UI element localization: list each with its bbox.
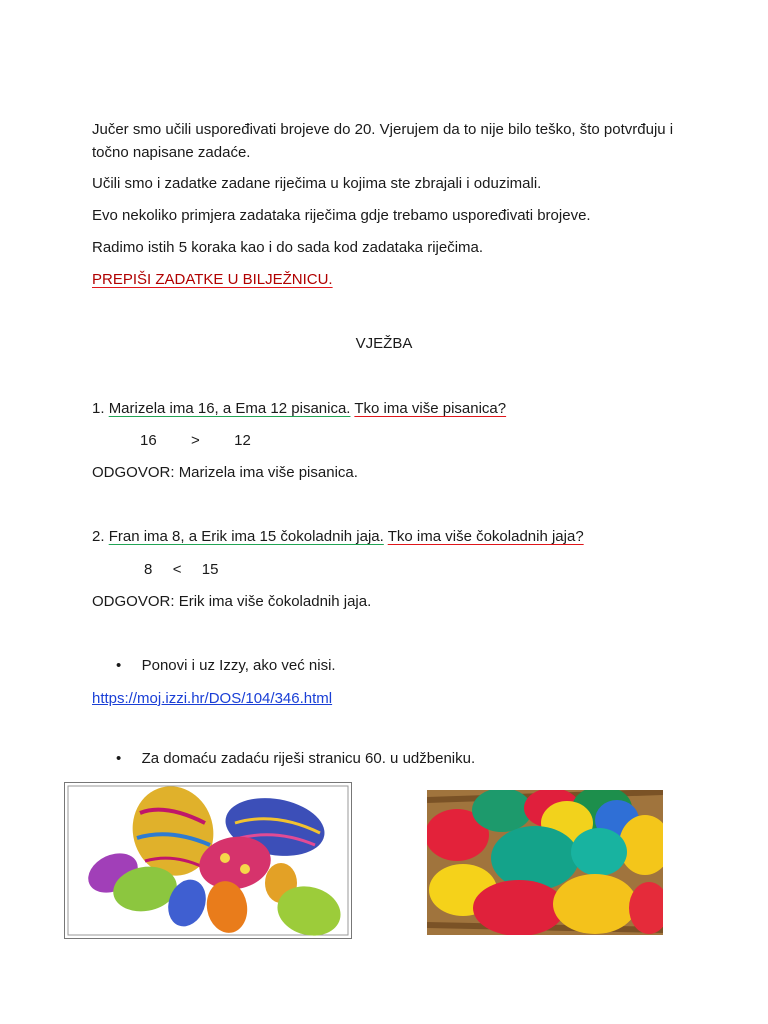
task1-sign: >	[191, 432, 200, 449]
section-heading: VJEŽBA	[355, 335, 413, 352]
task2-given: Fran ima 8, a Erik ima 15 čokoladnih jaja.	[108, 528, 384, 545]
intro-paragraph-2: Učili smo i zadatke zadane riječima u kojima ste zbrajali i oduzimali.	[92, 175, 542, 192]
task2-question: Tko ima više čokoladnih jaja?	[387, 528, 584, 545]
task1-left: 16	[140, 432, 157, 449]
task1-statement	[92, 398, 506, 420]
task1-question: Tko ima više pisanica?	[354, 400, 507, 417]
colored-eggs-illustration	[427, 790, 663, 935]
bullet-icon: •	[116, 657, 122, 674]
bullet-text-izzy: Ponovi i uz Izzy, ako već nisi.	[141, 657, 336, 674]
intro-paragraph-3: Evo nekoliko primjera zadataka riječima gdje trebamo uspoređivati brojeve.	[92, 207, 591, 224]
copy-instruction: PREPIŠI ZADATKE U BILJEŽNICU.	[92, 271, 333, 288]
bullet-text-homework: Za domaću zadaću riješi stranicu 60. u udžbeniku.	[141, 750, 476, 767]
task2-sign: <	[172, 561, 182, 578]
bullet-icon: •	[116, 750, 122, 767]
task2-right: 15	[201, 561, 219, 578]
task2-left: 8	[144, 561, 153, 578]
intro-paragraph-1: Jučer smo učili uspoređivati brojeve do 20. Vjerujem da to nije bilo teško, što potvrđuju i točno napisane zadaće.	[92, 121, 674, 161]
task1-answer-label: ODGOVOR:	[92, 464, 175, 481]
task2-answer-label: ODGOVOR:	[92, 593, 175, 610]
task2-comparison	[144, 559, 218, 581]
task2-number: 2.	[92, 528, 105, 545]
bullet-item-homework	[116, 748, 475, 770]
task1-number: 1.	[92, 400, 105, 417]
colored-eggs-image	[427, 790, 663, 935]
task2-answer	[92, 591, 371, 613]
task1-answer-text: Marizela ima više pisanica.	[178, 464, 358, 481]
bullet-item-izzy	[116, 655, 336, 677]
task1-right: 12	[234, 432, 251, 449]
task1-given: Marizela ima 16, a Ema 12 pisanica.	[108, 400, 351, 417]
intro-paragraph-4: Radimo istih 5 koraka kao i do sada kod zadataka riječima.	[92, 239, 484, 256]
chocolate-eggs-illustration	[65, 783, 351, 938]
task1-comparison	[140, 430, 251, 452]
task2-statement	[92, 526, 584, 548]
task2-answer-text: Erik ima više čokoladnih jaja.	[178, 593, 372, 610]
task1-answer	[92, 462, 358, 484]
izzy-link[interactable]: https://moj.izzi.hr/DOS/104/346.html	[92, 690, 333, 707]
chocolate-eggs-image	[64, 782, 352, 939]
